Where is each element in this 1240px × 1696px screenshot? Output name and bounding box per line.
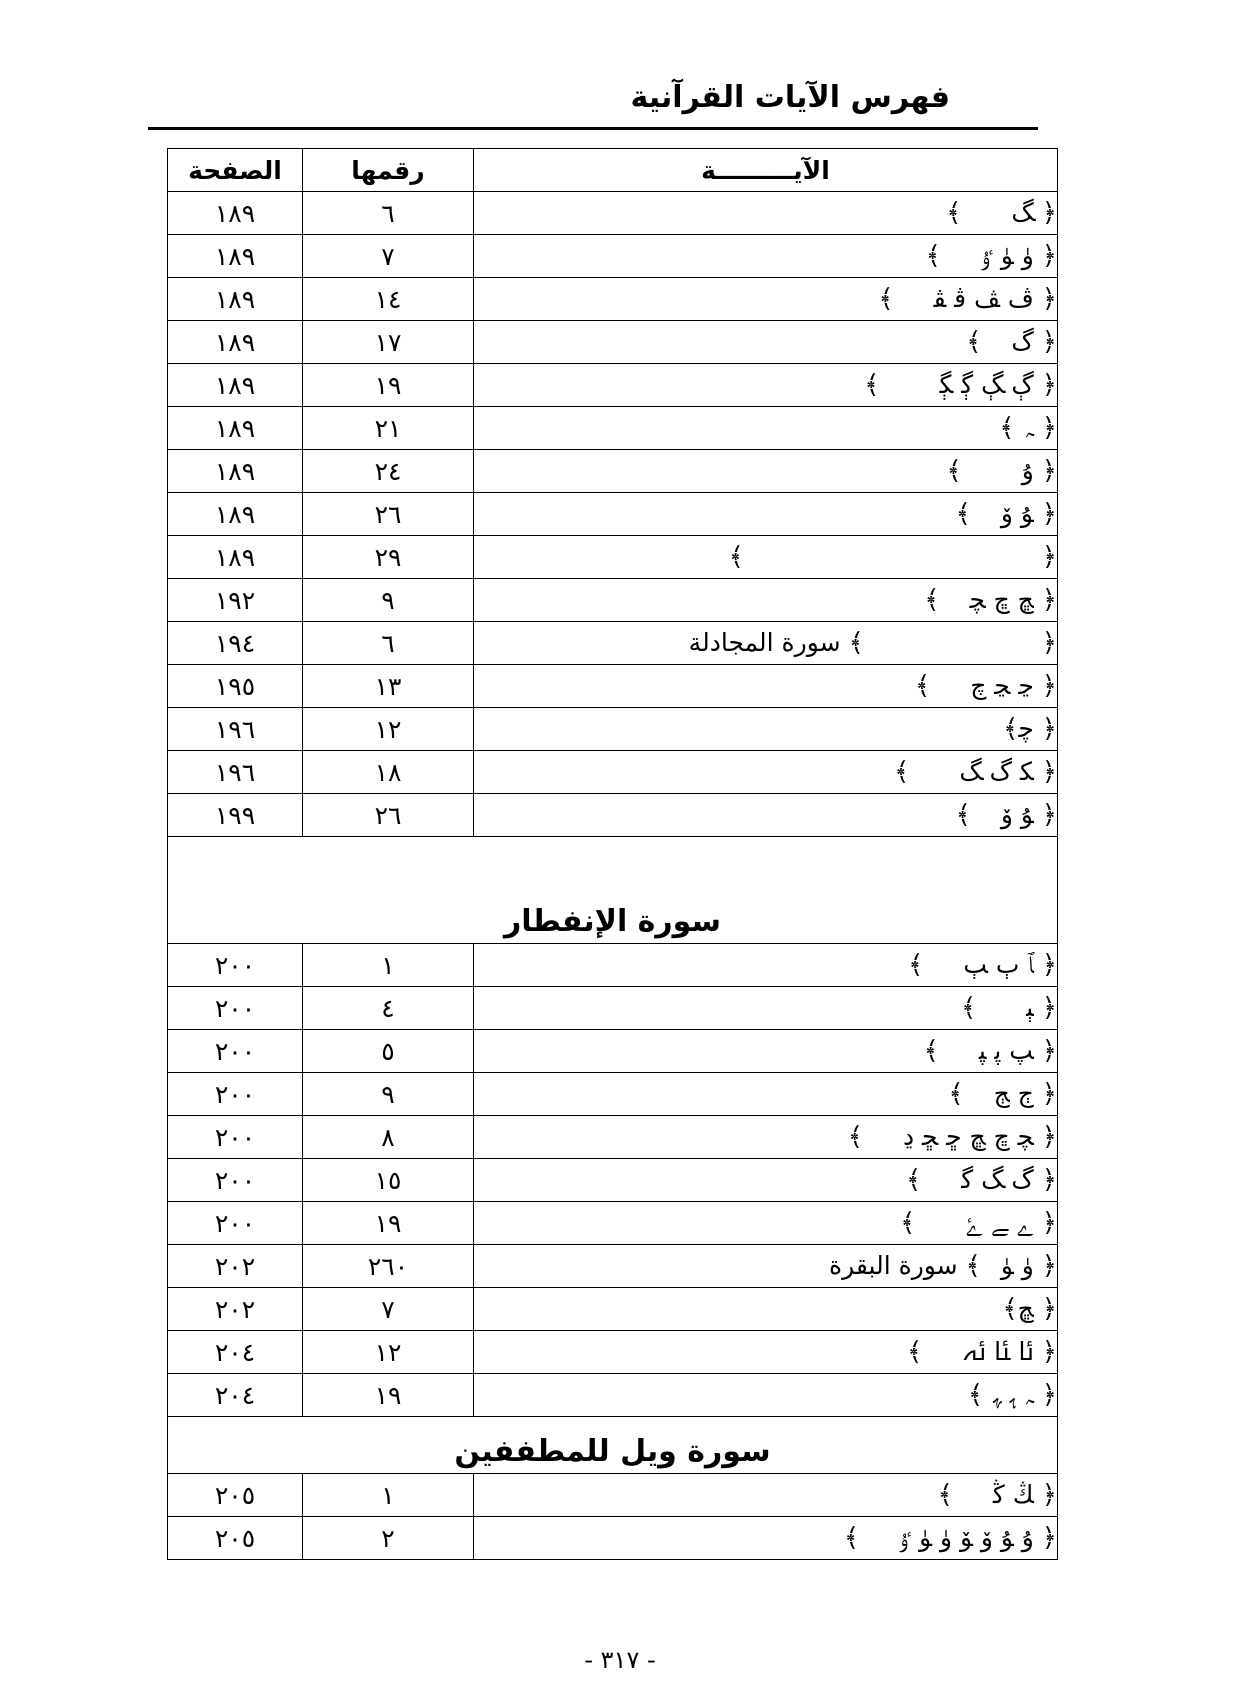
verse-cell (474, 1517, 1058, 1560)
surah-reference: سورة البقرة (829, 1251, 958, 1280)
open-bracket-ornament: ﴿ (1041, 1079, 1057, 1109)
open-bracket-ornament: ﴿ (1041, 1036, 1057, 1066)
verse-cell (474, 1030, 1058, 1073)
table-row (168, 1288, 1058, 1331)
page-cell: ١٨٩ (168, 493, 303, 536)
close-bracket-ornament: ﴾ (843, 1523, 860, 1553)
page-cell: ٢٠٥ (168, 1474, 303, 1517)
verse-cell (474, 944, 1058, 987)
verse-text: ﯗ ﯘ ﯙ ﯚ ﯛ ﯜ ﯝ (899, 1523, 1034, 1552)
close-bracket-ornament: ﴾ (908, 950, 924, 980)
open-bracket-ornament: ﴿ (1041, 950, 1057, 980)
table-row (168, 1474, 1058, 1517)
verse-number-cell: ١٩ (303, 364, 474, 407)
page-cell: ٢٠٤ (168, 1374, 303, 1417)
table-row (168, 944, 1058, 987)
open-bracket-ornament: ﴿ (1041, 1208, 1057, 1238)
verse-number-cell: ١٨ (303, 751, 474, 794)
table-row (168, 493, 1058, 536)
table-row (168, 708, 1058, 751)
close-bracket-ornament: ﴾ (961, 993, 977, 1023)
page-cell: ١٨٩ (168, 235, 303, 278)
verse-cell (474, 665, 1058, 708)
page-cell: ٢٠٤ (168, 1331, 303, 1374)
verse-text: ﯗ (1021, 456, 1034, 485)
verse-text: ﭽ ﭾ ﭿ ﮀ ﮁ ﮂ (902, 1122, 1034, 1151)
close-bracket-ornament: ﴾ (900, 1208, 916, 1238)
verse-cell (474, 1159, 1058, 1202)
page-cell: ١٨٩ (168, 450, 303, 493)
verse-number-cell: ١٩ (303, 1374, 474, 1417)
table-body (168, 192, 1058, 1560)
verse-number-cell: ١٩ (303, 1202, 474, 1245)
number-column-header: رقمها (303, 149, 474, 192)
table-row (168, 536, 1058, 579)
close-bracket-ornament: ﴾ (906, 1165, 922, 1195)
verse-number-cell: ٢٦ (303, 794, 474, 837)
verse-text: ﯛ ﯜ (1000, 1251, 1034, 1280)
open-bracket-ornament: ﴿ (1041, 1251, 1057, 1281)
verse-cell (474, 1474, 1058, 1517)
table-row (168, 235, 1058, 278)
verse-number-cell: ١ (303, 944, 474, 987)
verse-cell (474, 1116, 1058, 1159)
verse-number-cell: ٧ (303, 1288, 474, 1331)
open-bracket-ornament: ﴿ (1041, 714, 1057, 744)
verse-text: ﮧ (1024, 413, 1034, 442)
verse-number-cell: ١ (303, 1474, 474, 1517)
table-row (168, 364, 1058, 407)
page-cell: ١٨٩ (168, 407, 303, 450)
verse-cell (474, 1374, 1058, 1417)
open-bracket-ornament: ﴿ (1041, 628, 1057, 658)
table-row (168, 1331, 1058, 1374)
open-bracket-ornament: ﴿ (1041, 1523, 1057, 1553)
surah-title: سورة الإنفطار (168, 837, 1058, 944)
page-cell: ١٨٩ (168, 536, 303, 579)
close-bracket-ornament: ﴾ (937, 1480, 953, 1510)
page-cell: ٢٠٠ (168, 1202, 303, 1245)
verse-text: ﭼ (1018, 714, 1034, 743)
table-row (168, 450, 1058, 493)
open-bracket-ornament: ﴿ (1041, 456, 1057, 486)
open-bracket-ornament: ﴿ (1041, 499, 1057, 529)
verse-text: ﮖ ﮗ ﮘ ﮙ (939, 370, 1034, 399)
page-cell: ١٨٩ (168, 321, 303, 364)
verse-cell (474, 622, 1058, 665)
verse-number-cell: ١٢ (303, 708, 474, 751)
verse-number-cell: ٢٦٠ (303, 1245, 474, 1288)
surah-reference: سورة المجادلة (688, 628, 841, 657)
verse-number-cell: ٢٦ (303, 493, 474, 536)
verse-text: ﯛ ﯜ ﯝ (980, 241, 1034, 270)
open-bracket-ornament: ﴿ (1041, 542, 1057, 572)
verse-cell (474, 536, 1058, 579)
table-row (168, 192, 1058, 235)
table-row (168, 1374, 1058, 1417)
page-cell: ٢٠٠ (168, 1159, 303, 1202)
verse-number-cell: ٥ (303, 1030, 474, 1073)
close-bracket-ornament: ﴾ (946, 456, 962, 486)
table-row (168, 1030, 1058, 1073)
verse-number-cell: ٤ (303, 987, 474, 1030)
verse-cell (474, 450, 1058, 493)
page-cell: ١٨٩ (168, 192, 303, 235)
verse-number-cell: ٩ (303, 579, 474, 622)
verse-cell (474, 1331, 1058, 1374)
page-cell: ١٨٩ (168, 278, 303, 321)
verse-text: ﮓ (1011, 198, 1034, 227)
verse-text: ﮑ ﮒ ﮓ (959, 757, 1034, 786)
table-row (168, 1073, 1058, 1116)
verse-text: ﭗ ﭘ ﭙ (978, 1036, 1034, 1065)
verse-cell (474, 1073, 1058, 1116)
page-cell: ٢٠٥ (168, 1517, 303, 1560)
verse-text: ﭿ (1017, 1294, 1034, 1323)
verse-cell (474, 235, 1058, 278)
open-bracket-ornament: ﴿ (1041, 585, 1057, 615)
page-column-header: الصفحة (168, 149, 303, 192)
verse-text: ﯔ ﯕ (992, 1480, 1034, 1509)
close-bracket-ornament: ﴾ (955, 800, 971, 830)
close-bracket-ornament: ﴾ (878, 284, 894, 314)
table-row (168, 1245, 1058, 1288)
verse-text: ﭲ ﭳ (993, 1079, 1034, 1108)
page-cell: ٢٠٠ (168, 1116, 303, 1159)
page-cell: ١٩٦ (168, 751, 303, 794)
verse-cell (474, 407, 1058, 450)
verse-cell (474, 493, 1058, 536)
close-bracket-ornament: ﴾ (948, 1079, 964, 1109)
verse-number-cell: ١٥ (303, 1159, 474, 1202)
close-bracket-ornament: ﴾ (894, 757, 910, 787)
table-row (168, 321, 1058, 364)
table-row (168, 622, 1058, 665)
verse-cell (474, 1288, 1058, 1331)
verse-index-table (167, 148, 1058, 1560)
verse-number-cell: ١٧ (303, 321, 474, 364)
open-bracket-ornament: ﴿ (1041, 671, 1057, 701)
verse-number-cell: ٢ (303, 1517, 474, 1560)
page-cell: ١٩٢ (168, 579, 303, 622)
open-bracket-ornament: ﴿ (1041, 198, 1057, 228)
verse-number-cell: ٢١ (303, 407, 474, 450)
surah-heading-row (168, 837, 1058, 944)
page-cell: ٢٠٢ (168, 1245, 303, 1288)
page-cell: ٢٠٢ (168, 1288, 303, 1331)
open-bracket-ornament: ﴿ (1041, 1122, 1057, 1152)
close-bracket-ornament: ﴾ (864, 370, 880, 400)
verse-text: ﮧ ﮨ ﮩ (993, 1380, 1034, 1409)
verse-text: ﮒ (1011, 327, 1034, 356)
close-bracket-ornament: ﴾ (955, 499, 971, 529)
open-bracket-ornament: ﴿ (1041, 1480, 1057, 1510)
open-bracket-ornament: ﴿ (1041, 370, 1057, 400)
close-bracket-ornament: ﴾ (914, 671, 931, 701)
open-bracket-ornament: ﴿ (1041, 1380, 1057, 1410)
open-bracket-ornament: ﴿ (1041, 413, 1057, 443)
page-cell: ١٩٦ (168, 708, 303, 751)
verse-number-cell: ٢٤ (303, 450, 474, 493)
table-row (168, 751, 1058, 794)
open-bracket-ornament: ﴿ (1041, 1165, 1057, 1195)
page-cell: ١٩٥ (168, 665, 303, 708)
table-row (168, 579, 1058, 622)
verse-cell (474, 192, 1058, 235)
close-bracket-ornament: ﴾ (965, 1251, 981, 1281)
close-bracket-ornament: ﴾ (923, 1036, 939, 1066)
verse-text: ﭑ ﭒ ﭓ (963, 950, 1034, 979)
open-bracket-ornament: ﴿ (1041, 241, 1057, 271)
verse-text: ﮮ ﮯ ﮰ (965, 1208, 1034, 1237)
verse-cell (474, 1202, 1058, 1245)
verse-cell (474, 278, 1058, 321)
verse-column-header: الآيـــــــــة (474, 149, 1058, 192)
header-rule (148, 127, 1038, 130)
table-row (168, 794, 1058, 837)
close-bracket-ornament: ﴾ (728, 542, 744, 572)
page-cell: ٢٠٠ (168, 1030, 303, 1073)
page-cell: ١٩٤ (168, 622, 303, 665)
open-bracket-ornament: ﴿ (1041, 1294, 1057, 1324)
page-number: - ٣١٧ - (584, 1646, 656, 1674)
open-bracket-ornament: ﴿ (1041, 993, 1057, 1023)
close-bracket-ornament: ﴾ (946, 198, 962, 228)
close-bracket-ornament: ﴾ (924, 585, 940, 615)
table-row (168, 987, 1058, 1030)
table-row (168, 1517, 1058, 1560)
page-cell: ٢٠٠ (168, 987, 303, 1030)
verse-number-cell: ٧ (303, 235, 474, 278)
page-header-title: فهرس الآيات القرآنية (630, 80, 950, 115)
verse-cell (474, 751, 1058, 794)
open-bracket-ornament: ﴿ (1041, 327, 1057, 357)
verse-cell (474, 1245, 1058, 1288)
close-bracket-ornament: ﴾ (847, 1122, 863, 1152)
verse-text: ﭸ ﭹ ﭺ (970, 671, 1034, 700)
verse-number-cell: ٢٩ (303, 536, 474, 579)
verse-text: ﯘ ﯙ (1000, 499, 1034, 528)
close-bracket-ornament: ﴾ (999, 413, 1015, 443)
verse-number-cell: ١٤ (303, 278, 474, 321)
table-row (168, 1202, 1058, 1245)
close-bracket-ornament: ﴾ (848, 628, 864, 658)
verse-number-cell: ١٢ (303, 1331, 474, 1374)
verse-text: ﯪ ﯫ ﯬ (962, 1337, 1034, 1366)
table-row (168, 407, 1058, 450)
verse-number-cell: ٩ (303, 1073, 474, 1116)
table-row (168, 665, 1058, 708)
open-bracket-ornament: ﴿ (1041, 757, 1057, 787)
table-row (168, 278, 1058, 321)
verse-cell (474, 579, 1058, 622)
table-row (168, 1116, 1058, 1159)
close-bracket-ornament: ﴾ (925, 241, 941, 271)
page-cell: ٢٠٠ (168, 944, 303, 987)
verse-cell (474, 708, 1058, 751)
table-row (168, 1159, 1058, 1202)
close-bracket-ornament: ﴾ (1002, 1294, 1018, 1324)
page-cell: ١٨٩ (168, 364, 303, 407)
verse-text: ﯘ ﯙ (1000, 800, 1034, 829)
verse-number-cell: ١٣ (303, 665, 474, 708)
verse-text: ﮒ ﮓ ﮔ (961, 1165, 1034, 1194)
verse-cell (474, 794, 1058, 837)
verse-text: ﭕ (1026, 993, 1034, 1022)
open-bracket-ornament: ﴿ (1041, 284, 1057, 314)
close-bracket-ornament: ﴾ (1003, 714, 1019, 744)
open-bracket-ornament: ﴿ (1041, 800, 1057, 830)
surah-title: سورة ويل للمطففين (168, 1417, 1058, 1474)
verse-number-cell: ٨ (303, 1116, 474, 1159)
close-bracket-ornament: ﴾ (966, 327, 982, 357)
verse-number-cell: ٦ (303, 622, 474, 665)
verse-number-cell: ٦ (303, 192, 474, 235)
open-bracket-ornament: ﴿ (1041, 1337, 1057, 1367)
page-cell: ٢٠٠ (168, 1073, 303, 1116)
verse-text: ﭪ ﭫ ﭬ ﭭ (933, 284, 1034, 313)
close-bracket-ornament: ﴾ (907, 1337, 923, 1367)
surah-heading-row (168, 1417, 1058, 1474)
verse-cell (474, 364, 1058, 407)
verse-text: ﭿ ﭾ ﭽ (969, 585, 1034, 614)
verse-cell (474, 321, 1058, 364)
table-header-row (168, 149, 1058, 192)
close-bracket-ornament: ﴾ (967, 1380, 984, 1410)
page-cell: ١٩٩ (168, 794, 303, 837)
verse-cell (474, 987, 1058, 1030)
